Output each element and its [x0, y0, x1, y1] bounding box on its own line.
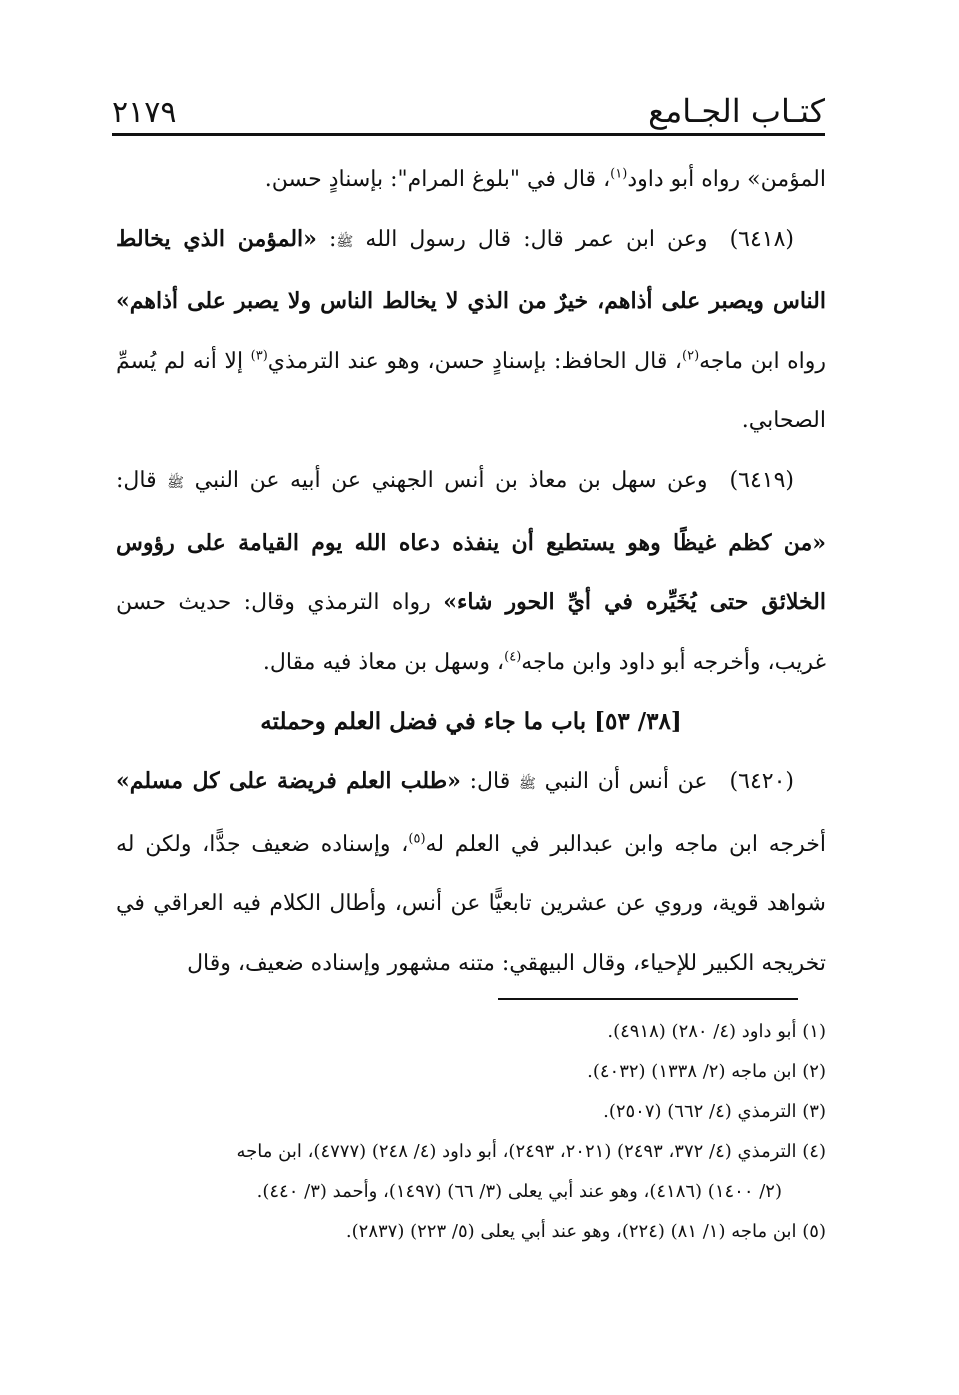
page-number: ٢١٧٩	[112, 95, 177, 130]
hadith-6418	[116, 210, 826, 451]
footnote-ref: (٣)	[250, 348, 268, 364]
text-segment: ، قال في "بلوغ المرام": بإسنادٍ حسن.	[264, 167, 611, 192]
text-segment: إلا أنه لم يُسمِّ الصحابي.	[116, 348, 826, 434]
chapter-heading: [٣٨/ ٥٣] باب ما جاء في فضل العلم وحملته	[260, 708, 682, 736]
hadith-quote: «المؤمن الذي يخالط الناس ويصبر على أذاهم، خيرٌ من الذي لا يخالط الناس ولا يصبر على أذاهم»	[116, 225, 826, 315]
text-segment: ، وإسناده ضعيف جدًّا، ولكن له شواهد قوية، وروي عن عشرين تابعيًّا عن أنس، وأطال الكلام فيه العراقي في تخريجه الكبير للإحياء، وقال البيهقي: متنه مشهور وإسناده ضعيف، وقال	[116, 831, 826, 976]
text-segment: رواه الترمذي وقال: حديث حسن غريب، وأخرجه أبو داود وابن ماجه	[116, 590, 826, 675]
book-title: كتـاب الجـامع	[648, 92, 825, 130]
salla-glyph: ﷺ	[518, 775, 536, 792]
paragraph-continuation	[116, 150, 826, 210]
text-segment: ، وسهل بن معاذ فيه مقال.	[262, 649, 505, 675]
footnote-4: (٤) الترمذي (٤/ ٣٧٢، ٢٤٩٣) (٢٠٢١، ٢٤٩٣)، أبو داود (٤/ ٢٤٨) (٤٧٧٧)، ابن ماجه	[236, 1141, 826, 1162]
hadith-quote: «من كظم غيظًا وهو يستطيع أن ينفذه دعاه الله يوم القيامة على رؤوس الخلائق حتى يُخَيِّره في أيِّ الحور شاء»	[116, 529, 826, 616]
text-segment: قال:	[116, 467, 168, 493]
footnote-2: (٢) ابن ماجه (٢/ ١٣٣٨) (٤٠٣٢).	[587, 1061, 826, 1082]
page-header	[112, 86, 825, 130]
footnote-3: (٣) الترمذي (٤/ ٦٦٢) (٢٥٠٧).	[603, 1101, 826, 1122]
text-segment: :	[316, 226, 337, 252]
text-segment: وعن سهل بن معاذ بن أنس الجهني عن أبيه عن النبي	[194, 467, 708, 493]
text-segment: ، قال الحافظ: بإسنادٍ حسن، وهو عند الترمذي	[267, 348, 682, 374]
footnote-1: (١) أبو داود (٤/ ٢٨٠) (٤٩١٨).	[607, 1021, 826, 1042]
salla-glyph: ﷺ	[167, 474, 185, 491]
text-segment: وعن ابن عمر قال: قال رسول الله	[365, 226, 708, 252]
footnote-ref: (٤)	[504, 649, 522, 665]
hadith-6419	[116, 451, 826, 692]
footnote-5: (٥) ابن ماجه (١/ ٨١) (٢٢٤)، وهو عند أبي يعلى (٥/ ٢٢٣) (٢٨٣٧).	[345, 1221, 826, 1242]
header-rule	[112, 133, 825, 136]
text-segment: رواه ابن ماجه	[699, 348, 826, 374]
main-text	[116, 150, 826, 993]
footnotes	[116, 1012, 826, 1252]
footnote-ref: (٥)	[408, 831, 426, 847]
hadith-quote: «طلب العلم فريضة على كل مسلم»	[116, 767, 461, 794]
footnote-ref: (١)	[610, 166, 628, 182]
footnote-ref: (٢)	[682, 348, 700, 364]
text-segment: أخرجه ابن ماجه وابن عبدالبر في العلم له	[425, 831, 826, 857]
footnote-separator	[498, 998, 798, 1000]
text-segment: المؤمن» رواه أبو داود	[627, 167, 826, 192]
hadith-number: (٦٤١٩)	[729, 467, 794, 493]
text-segment: عن أنس أن النبي	[544, 768, 708, 794]
footnote-4-continuation: (٢/ ١٤٠٠) (٤١٨٦)، وهو عند أبي يعلى (٣/ ٦٦) (١٤٩٧)، وأحمد (٣/ ٤٤٠).	[256, 1181, 782, 1202]
salla-glyph: ﷺ	[336, 233, 354, 250]
hadith-6420	[116, 752, 826, 993]
hadith-number: (٦٤٢٠)	[729, 768, 794, 794]
hadith-number: (٦٤١٨)	[729, 226, 795, 252]
text-segment: قال:	[460, 768, 519, 794]
